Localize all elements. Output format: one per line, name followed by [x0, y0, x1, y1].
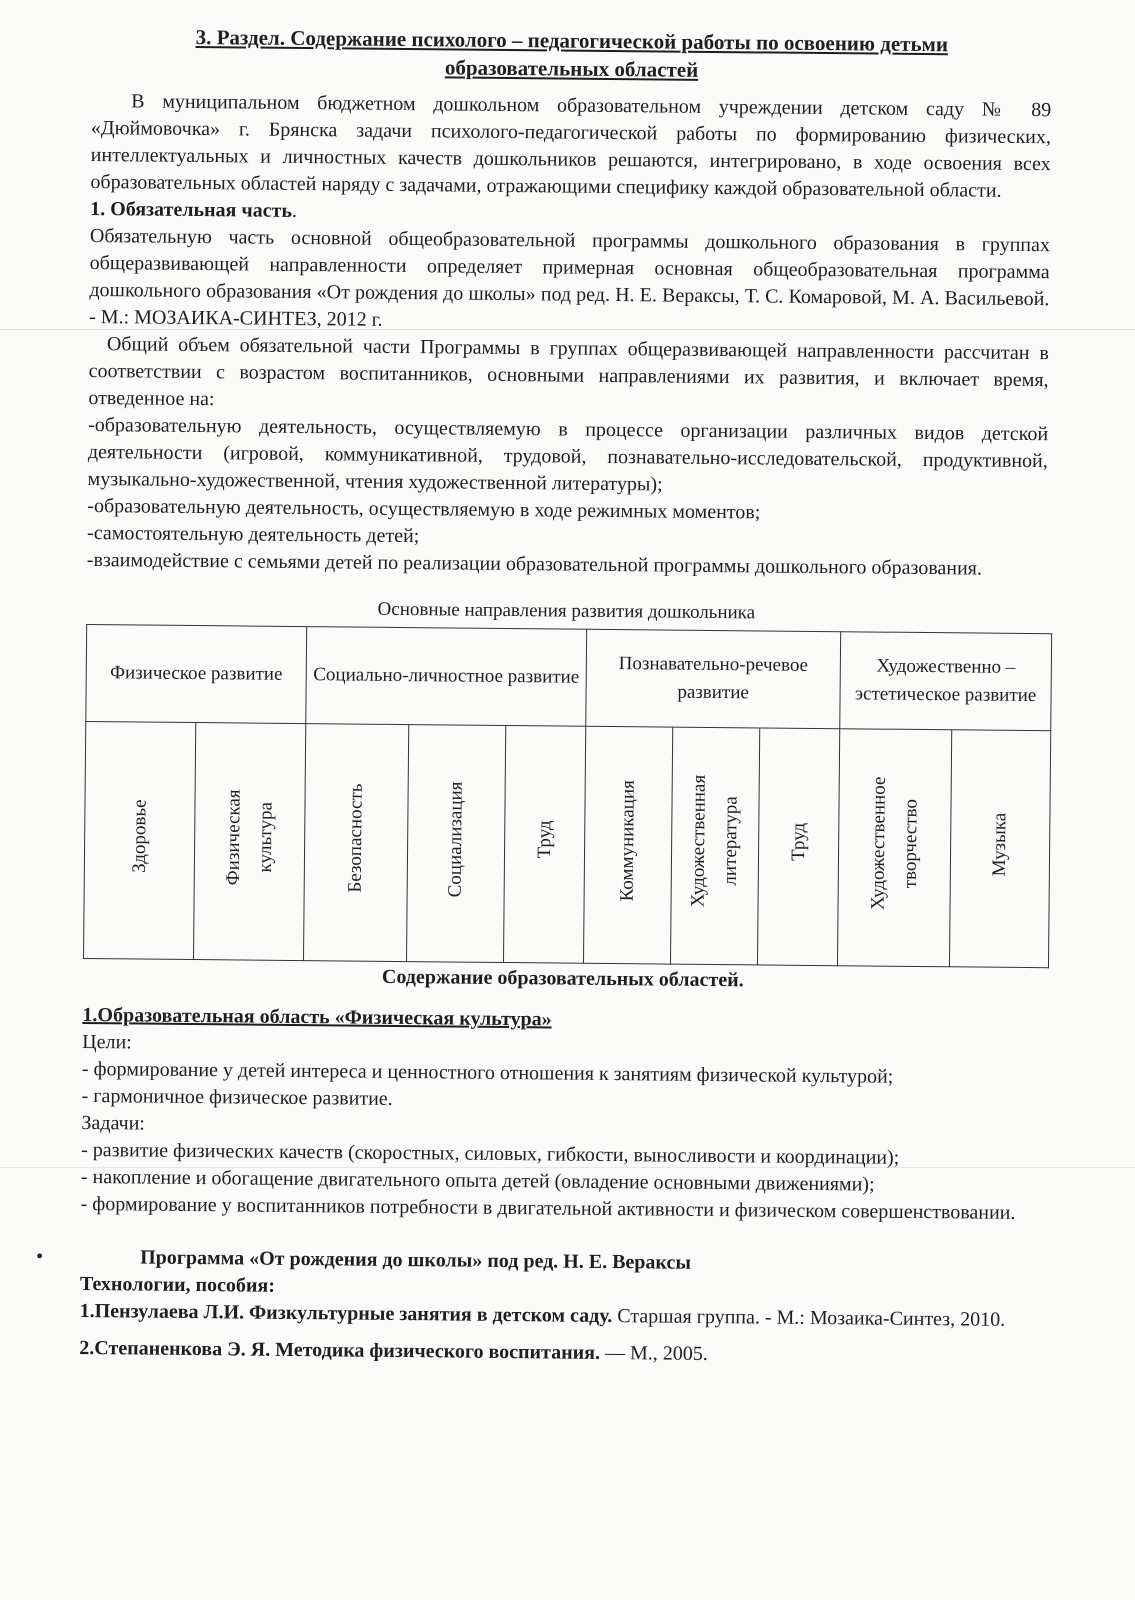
section-heading [91, 22, 1051, 87]
sub-cell [757, 728, 839, 966]
intro-paragraph: В муниципальном бюджетном дошкольном образовательном учреждении детском саду № 89 «Дюймовочка» г. Брянска задачи психолого-педагогической работы по формированию физических, интеллектуальных и личностных качеств дошкольников решаются, интегрировано, в ходе освоения всех образовательных областей наряду с задачами, отражающими специфику каждой образовательной области. [90, 90, 1052, 202]
tech-item-title: 2.Степаненкова Э. Я. Методика физического воспитания. [79, 1336, 601, 1364]
sub-cell [407, 725, 506, 963]
tech-list [79, 1271, 1040, 1371]
tech-item-details: Старшая группа. - М.: Мозаика-Синтез, 2010. [612, 1305, 1006, 1331]
goals-label: Цели: [82, 1030, 132, 1054]
sub-label-line: творчество [899, 798, 922, 889]
sub-label-line: Труд [533, 820, 555, 860]
list-item: - развитие физических качеств (скоростных, силовых, гибкости, выносливости и координации); [81, 1138, 900, 1169]
sub-label-line: Физическая [222, 788, 245, 885]
tech-item-title: 1.Пензулаева Л.И. Физкультурные занятия в детском саду. [79, 1299, 613, 1328]
sub-label-line: Художественное [867, 776, 890, 910]
sub-label [340, 783, 373, 892]
group-cognitive: Познавательно-речевое развитие [586, 629, 841, 728]
heading-line-2: образовательных областей [444, 55, 699, 82]
sub-label-line: Здоровье [128, 799, 151, 873]
section-1-title-dot: . [291, 199, 298, 222]
sub-label [862, 776, 927, 910]
sub-label [440, 781, 473, 897]
sub-cell [838, 729, 952, 967]
sub-label-line: Художественная [687, 775, 710, 908]
list-item: -образовательную деятельность, осуществляемую в процессе организации различных видов детской деятельности (игровой, коммуникативной, трудовой, познавательно-исследовательской, продуктивной, музыкально-художественной, чтения художественной литературы); [87, 413, 1049, 496]
development-areas-table [83, 624, 1052, 968]
list-item [79, 1335, 1039, 1371]
sub-cell [194, 723, 306, 961]
sub-label-line: Музыка [988, 812, 1011, 877]
sub-label-line: Безопасность [344, 783, 367, 893]
sub-cell [304, 724, 409, 962]
table-row [84, 721, 1051, 967]
list-item: - формирование у воспитанников потребности в двигательной активности и физическом совершенствовании. [80, 1192, 1016, 1224]
table-row [86, 624, 1052, 730]
sub-label [529, 821, 561, 859]
bullet-icon: • [36, 1245, 44, 1268]
sub-label [984, 812, 1017, 876]
group-artistic: Художественно – эстетическое развитие [840, 632, 1052, 731]
group-social: Социально-личностное развитие [306, 627, 587, 727]
list-item: -взаимодействие с семьями детей по реализации образовательной программы дошкольного образования. [86, 548, 983, 580]
list-item: - гармоничное физическое развитие. [81, 1084, 393, 1110]
list-item: - накопление и обогащение двигательного опыта детей (овладение основными движениями); [80, 1165, 875, 1196]
sub-cell [950, 730, 1051, 968]
heading-line-1: 3. Раздел. Содержание психолого – педагогической работы по освоению детьми [195, 24, 949, 57]
sub-cell [670, 727, 759, 965]
sub-cell [504, 726, 586, 964]
list-item: -самостоятельную деятельность детей; [86, 521, 420, 548]
sub-label-line: литература [719, 796, 742, 887]
list-item: - формирование у детей интереса и ценностного отношения к занятиям физической культурой; [81, 1057, 894, 1088]
sub-label [217, 789, 282, 885]
content-areas-title: Содержание образовательных областей. [381, 965, 744, 992]
program-text: Программа «От рождения до школы» под ред. Н. Е. Вераксы [140, 1246, 692, 1274]
tasks-label: Задачи: [81, 1111, 146, 1135]
sub-label [123, 799, 156, 873]
sub-label-line: Социализация [444, 781, 467, 898]
section-1-paragraph-2: Общий объем обязательной части Программы в группах общеразвивающей направленности рассчитан в соответствии с возрастом воспитанников, основными направлениями их развития, и включает время, отведенное на: [88, 333, 1049, 411]
list-item: -образовательную деятельность, осуществляемую в ходе режимных моментов; [87, 494, 761, 524]
table-caption: Основные направления развития дошкольника [377, 598, 756, 624]
sub-label [683, 775, 748, 908]
section-1-paragraph-1: Обязательную часть основной общеобразовательной программы дошкольного образования в группах общеразвивающей направленности определяет примерная основная общеобразовательная программа дошкольного образования «От рождения до школы» под ред. Н. Е. Вераксы, Т. С. Комаровой, М. А. Васильевой. - М.: МОЗАИКА-СИНТЕЗ, 2012 г. [89, 224, 1051, 331]
sub-cell [584, 726, 673, 964]
sub-label-line: Коммуникация [616, 779, 639, 902]
sub-label [612, 780, 645, 902]
tech-label: Технологии, пособия: [79, 1272, 276, 1297]
document-content [36, 22, 1052, 1371]
section-1-title-text: 1. Обязательная часть [90, 197, 293, 222]
sub-label-line: культура [254, 801, 277, 873]
area-1-title: 1.Образовательная область «Физическая культура» [82, 1003, 552, 1031]
tech-item-details: — М., 2005. [599, 1341, 708, 1365]
group-physical: Физическое развитие [86, 624, 307, 723]
sub-cell [84, 721, 196, 959]
sub-label-line: Труд [787, 823, 809, 862]
sub-label [783, 823, 815, 861]
